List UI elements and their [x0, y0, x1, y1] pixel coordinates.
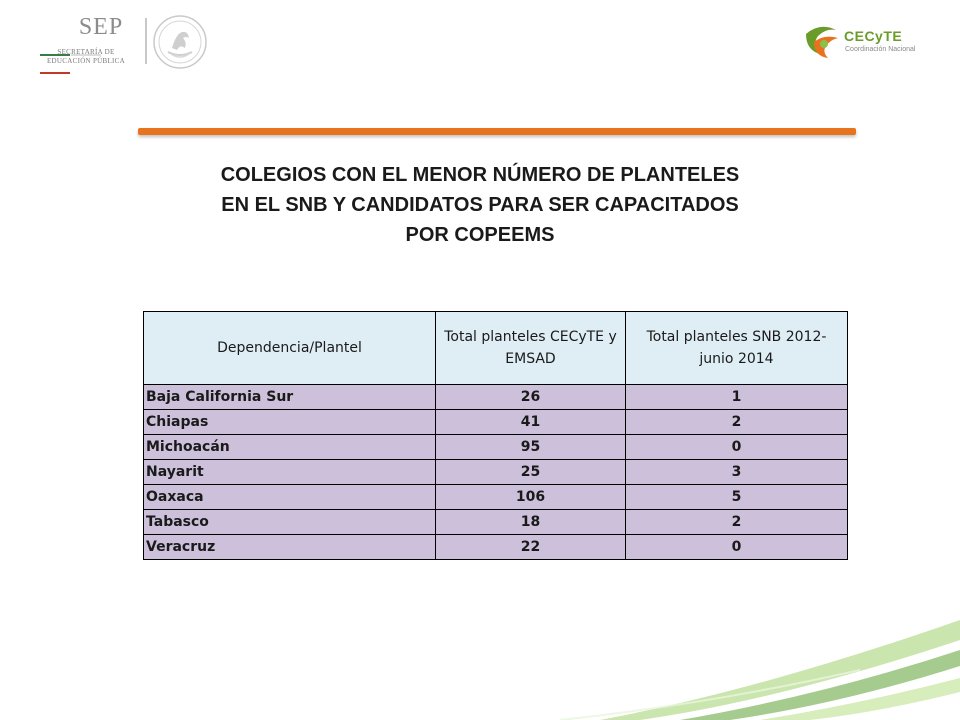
- cell-total-cecyte: 25: [436, 460, 626, 485]
- column-header-total-cecyte-emsad: Total planteles CECyTE y EMSAD: [436, 312, 626, 385]
- sep-logo-line1: SECRETARÍA DE: [57, 48, 115, 56]
- cecyte-logo: [800, 20, 920, 64]
- cell-dependencia: Tabasco: [144, 510, 436, 535]
- cell-total-snb: 2: [626, 410, 848, 435]
- cell-total-cecyte: 18: [436, 510, 626, 535]
- table-row: [144, 385, 848, 410]
- decorative-swoosh: [560, 600, 960, 720]
- sep-logo-line2: EDUCACIÓN PÚBLICA: [46, 57, 126, 65]
- table-row: [144, 535, 848, 560]
- cecyte-logo-subtitle: Coordinación Nacional: [845, 46, 916, 53]
- sep-flag-stripe: [40, 43, 132, 45]
- title-accent-rule: [138, 128, 856, 135]
- sep-logo-text: SEP: [78, 14, 124, 40]
- table-row: [144, 435, 848, 460]
- table-row: [144, 510, 848, 535]
- cecyte-logo-mark-icon: [800, 20, 844, 64]
- table-row: [144, 485, 848, 510]
- cell-dependencia: Oaxaca: [144, 485, 436, 510]
- cell-total-snb: 0: [626, 435, 848, 460]
- cell-total-snb: 3: [626, 460, 848, 485]
- cell-dependencia: Veracruz: [144, 535, 436, 560]
- cell-dependencia: Chiapas: [144, 410, 436, 435]
- column-header-total-snb: Total planteles SNB 2012- junio 2014: [626, 312, 848, 385]
- sep-logo: [36, 14, 136, 66]
- table-row: [144, 410, 848, 435]
- stripe-red: [40, 72, 70, 74]
- cell-total-snb: 0: [626, 535, 848, 560]
- column-header-dependencia: Dependencia/Plantel: [144, 312, 436, 385]
- coat-of-arms-seal-icon: [152, 14, 208, 70]
- cell-total-cecyte: 41: [436, 410, 626, 435]
- cell-total-cecyte: 95: [436, 435, 626, 460]
- cell-dependencia: Baja California Sur: [144, 385, 436, 410]
- cell-total-cecyte: 26: [436, 385, 626, 410]
- header-divider: [145, 18, 147, 64]
- slide-title: [150, 160, 810, 250]
- cell-dependencia: Nayarit: [144, 460, 436, 485]
- table-header-row: [144, 312, 848, 385]
- title-line-1: COLEGIOS CON EL MENOR NÚMERO DE PLANTELES: [220, 164, 740, 186]
- cell-total-cecyte: 106: [436, 485, 626, 510]
- cell-total-snb: 2: [626, 510, 848, 535]
- title-line-3: POR COPEEMS: [405, 224, 555, 246]
- table-row: [144, 460, 848, 485]
- cell-total-snb: 5: [626, 485, 848, 510]
- cell-total-cecyte: 22: [436, 535, 626, 560]
- title-line-2: EN EL SNB Y CANDIDATOS PARA SER CAPACITADOS: [221, 194, 739, 216]
- cecyte-logo-text: CECyTE: [844, 28, 903, 44]
- cell-total-snb: 1: [626, 385, 848, 410]
- cell-dependencia: Michoacán: [144, 435, 436, 460]
- planteles-table: [143, 311, 848, 560]
